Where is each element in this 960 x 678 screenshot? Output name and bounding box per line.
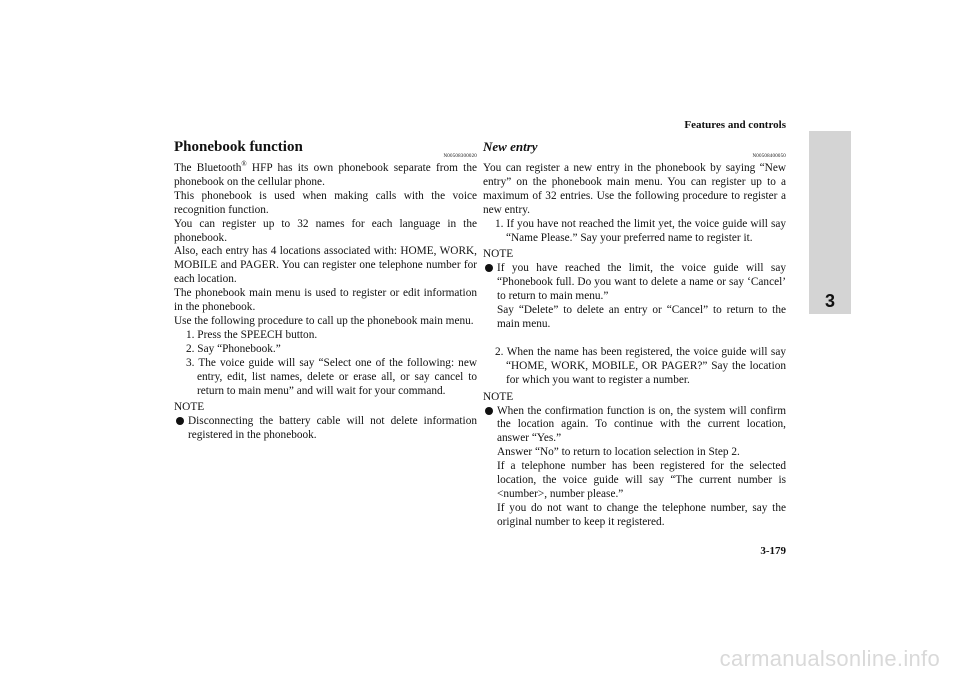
procedure-step: 2. When the name has been registered, the voice guide will say “HOME, WORK, MOBILE, OR PAGER?” Say the location for which you want to register a number. <box>495 345 786 386</box>
watermark: carmanualsonline.info <box>719 646 940 671</box>
bullet-icon <box>485 407 493 415</box>
note-item <box>483 262 786 332</box>
note-text: When the confirmation function is on, the system will confirm the location again. To continue with the current location, answer “Yes.” <box>497 404 786 445</box>
note-text: Disconnecting the battery cable will not delete information registered in the phonebook. <box>188 415 477 442</box>
page-header-title: Features and controls <box>684 119 786 131</box>
page-number: 3-179 <box>760 545 786 557</box>
procedure-step: 1. Press the SPEECH button. <box>186 328 318 341</box>
chapter-tab <box>809 131 851 314</box>
bullet-icon <box>485 264 493 272</box>
section-code: N00508400050 <box>752 154 786 159</box>
procedure-step: 3. The voice guide will say “Select one of the following: new entry, edit, list names, delete or erase all, or say cancel to return to main menu” and will wait for your command. <box>186 356 477 397</box>
section-title-new-entry: New entry <box>483 139 538 154</box>
procedure-step: 1. If you have not reached the limit yet, the voice guide will say “Name Please.” Say your preferred name to register it. <box>495 217 786 244</box>
paragraph: This phonebook is used when making calls with the voice recognition function. <box>174 189 477 216</box>
note-text: If a telephone number has been registered for the selected location, the voice guide will say “The current number is <number>, number please.” <box>497 460 786 500</box>
note-text: If you have reached the limit, the voice guide will say “Phonebook full. Do you want to delete a name or say ‘Cancel’ to return to main menu.” <box>497 262 786 303</box>
left-column <box>174 138 477 443</box>
note-label: NOTE <box>483 248 514 261</box>
note-item <box>483 405 786 530</box>
new-entry-section-header <box>483 138 786 162</box>
intro-paragraph: You can register a new entry in the phonebook by saying “New entry” on the phonebook main menu. You can register up to a maximum of 32 entries. Use the following procedure to register a new entry. <box>483 162 786 216</box>
paragraph: Also, each entry has 4 locations associated with: HOME, WORK, MOBILE and PAGER. You can register one telephone number for each location. <box>174 245 477 286</box>
phonebook-section-header <box>174 138 477 162</box>
paragraph: The phonebook main menu is used to register or edit information in the phonebook. <box>174 287 477 314</box>
right-column <box>483 138 786 530</box>
note-item <box>174 415 477 443</box>
section-title-phonebook: Phonebook function <box>174 139 303 155</box>
note-text: If you do not want to change the telephone number, say the original number to keep it registered. <box>497 501 786 528</box>
paragraph: You can register up to 32 names for each language in the phonebook. <box>174 217 477 244</box>
note-text: Say “Delete” to delete an entry or “Cancel” to return to the main menu. <box>497 304 786 330</box>
section-code: N00508300020 <box>443 154 477 159</box>
note-label: NOTE <box>483 390 514 403</box>
note-text: Answer “No” to return to location selection in Step 2. <box>497 446 740 459</box>
chapter-number: 3 <box>824 291 835 311</box>
paragraph: Use the following procedure to call up the phonebook main menu. <box>174 314 474 327</box>
note-label: NOTE <box>174 401 205 414</box>
bullet-icon <box>176 417 184 425</box>
procedure-step: 2. Say “Phonebook.” <box>186 342 281 355</box>
intro-paragraph: The Bluetooth® HFP has its own phonebook separate from the phonebook on the cellular phone. <box>174 160 477 188</box>
